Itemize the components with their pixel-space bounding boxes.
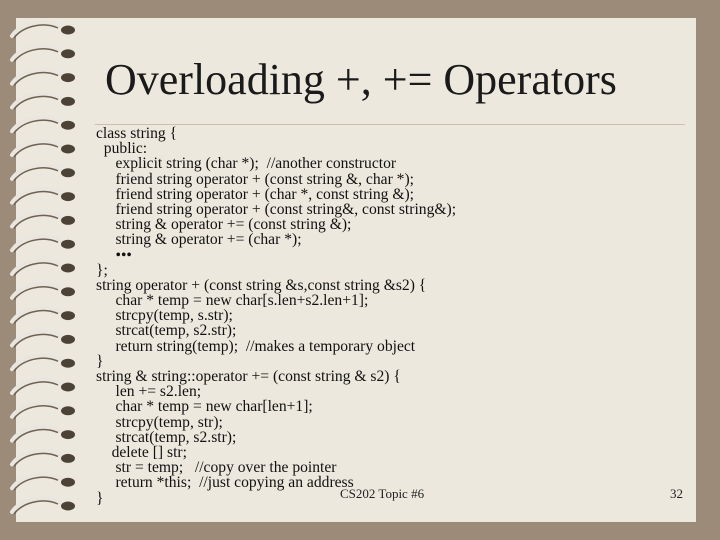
code-line: friend string operator + (const string&, const string&); [96, 200, 457, 218]
code-line: len += s2.len; [96, 383, 202, 401]
code-line: string & operator += (char *); [96, 231, 302, 249]
code-line: str = temp; //copy over the pointer [96, 459, 337, 477]
code-line: } [96, 352, 104, 370]
code-line: char * temp = new char[len+1]; [96, 398, 313, 416]
code-line: class string { [96, 125, 178, 142]
code-line: friend string operator + (const string &, char *); [96, 170, 414, 188]
code-line: }; [96, 261, 108, 279]
code-line: friend string operator + (char *, const string &); [96, 185, 414, 203]
spiral-binding-icon [0, 0, 90, 540]
code-line: strcpy(temp, s.str); [96, 307, 233, 325]
code-line: explicit string (char *); //another constructor [96, 155, 397, 173]
code-line: strcat(temp, s2.str); [96, 322, 237, 340]
code-line: char * temp = new char[s.len+s2.len+1]; [96, 292, 369, 310]
code-line: delete [] str; [96, 443, 187, 461]
page-number: 32 [670, 486, 683, 501]
code-block [96, 126, 696, 506]
slide-footer: CS202 Topic #6 [340, 486, 425, 501]
code-line: strcpy(temp, str); [96, 413, 223, 431]
code-line: return string(temp); //makes a temporary object [96, 337, 416, 355]
code-line: public: [96, 140, 148, 158]
code-line: string & operator += (const string &); [96, 216, 352, 234]
slide-title: Overloading +, += Operators [105, 55, 617, 104]
code-line: return *this; //just copying an address [96, 474, 354, 492]
code-line: string & string::operator += (const string & s2) { [96, 368, 401, 385]
code-line: string operator + (const string &s,const string &s2) { [96, 276, 427, 294]
code-line: } [96, 489, 104, 507]
title-divider [95, 124, 685, 125]
code-line: strcat(temp, s2.str); [96, 428, 237, 446]
code-line: ••• [96, 246, 132, 264]
